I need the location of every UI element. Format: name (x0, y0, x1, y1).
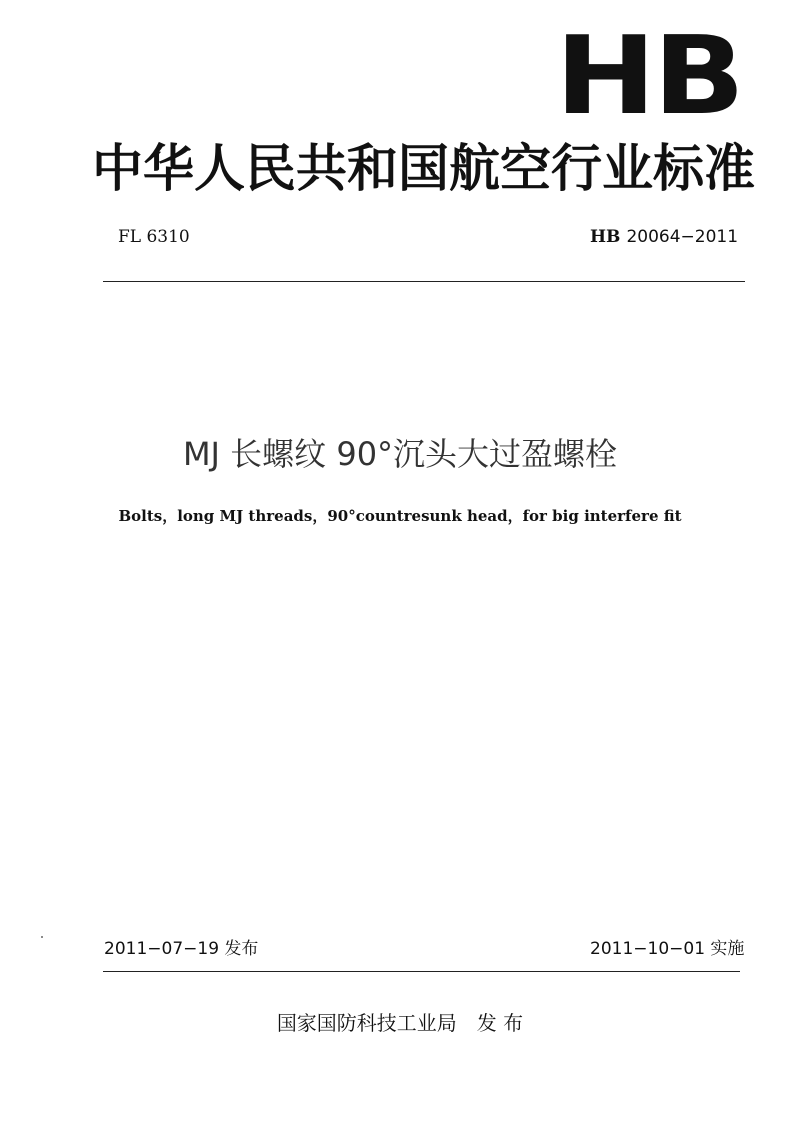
classification-code: FL 6310 (118, 227, 190, 247)
hb-logo: HB (555, 14, 742, 139)
title-english: Bolts，long MJ threads，90°countresunk head，for big interfere fit (118, 507, 682, 525)
header-divider (103, 281, 745, 282)
standard-number-value: 20064−2011 (626, 227, 739, 247)
publisher: 国家国防科技工业局 发 布 (276, 1011, 524, 1035)
implementation-date: 2011−10−01 实施 (590, 939, 745, 959)
scan-speck (41, 936, 43, 938)
standard-number (590, 226, 738, 248)
footer-divider (103, 971, 740, 972)
standard-type-heading: 中华人民共和国航空行业标准 (92, 140, 756, 199)
title-chinese: MJ 长螺纹 90°沉头大过盈螺栓 (182, 435, 618, 473)
issue-date: 2011−07−19 发布 (104, 939, 259, 959)
standard-number-prefix: HB (590, 227, 621, 247)
